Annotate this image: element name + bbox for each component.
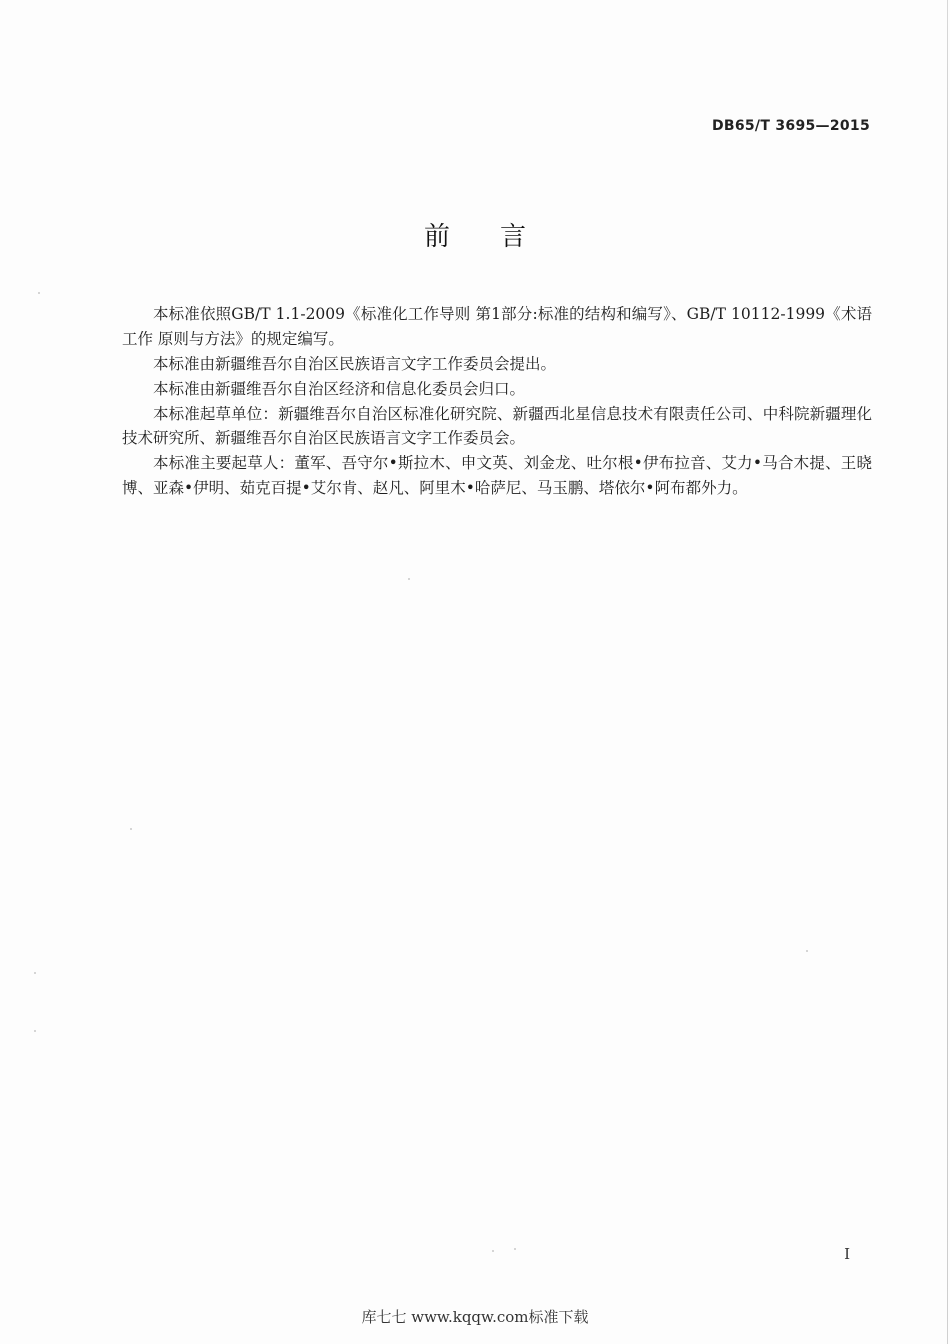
scan-speck	[514, 1248, 516, 1250]
scan-edge-line	[947, 0, 948, 1344]
paragraph-drafting-rules: 本标准依照GB/T 1.1-2009《标准化工作导则 第1部分:标准的结构和编写》、GB/T 10112-1999《术语工作 原则与方法》的规定编写。	[122, 305, 872, 348]
paragraph-managed-by: 本标准由新疆维吾尔自治区经济和信息化委员会归口。	[153, 379, 526, 398]
document-code: DB65/T 3695—2015	[711, 118, 870, 134]
scan-speck	[34, 972, 36, 974]
scan-speck	[130, 828, 132, 830]
scan-speck	[408, 578, 410, 580]
paragraph-main-drafters: 本标准主要起草人：董军、吾守尔•斯拉木、申文英、刘金龙、吐尔根•伊布拉音、艾力•马合木提、王晓博、亚森•伊明、茹克百提•艾尔肯、赵凡、阿里木•哈萨尼、马玉鹏、塔依尔•阿布都外力。	[122, 454, 872, 497]
scan-speck	[806, 950, 808, 952]
page-number: I	[844, 1245, 850, 1263]
scan-speck	[492, 1250, 494, 1252]
footer-watermark: 库七七 www.kqqw.com标准下载	[361, 1308, 589, 1326]
foreword-body	[122, 302, 872, 501]
scan-speck	[38, 292, 40, 294]
page-title: 前言	[423, 222, 576, 252]
paragraph-proposed-by: 本标准由新疆维吾尔自治区民族语言文字工作委员会提出。	[153, 354, 557, 373]
paragraph-drafting-units: 本标准起草单位：新疆维吾尔自治区标准化研究院、新疆西北星信息技术有限责任公司、中科院新疆理化技术研究所、新疆维吾尔自治区民族语言文字工作委员会。	[122, 404, 872, 447]
scan-speck	[34, 1030, 36, 1032]
